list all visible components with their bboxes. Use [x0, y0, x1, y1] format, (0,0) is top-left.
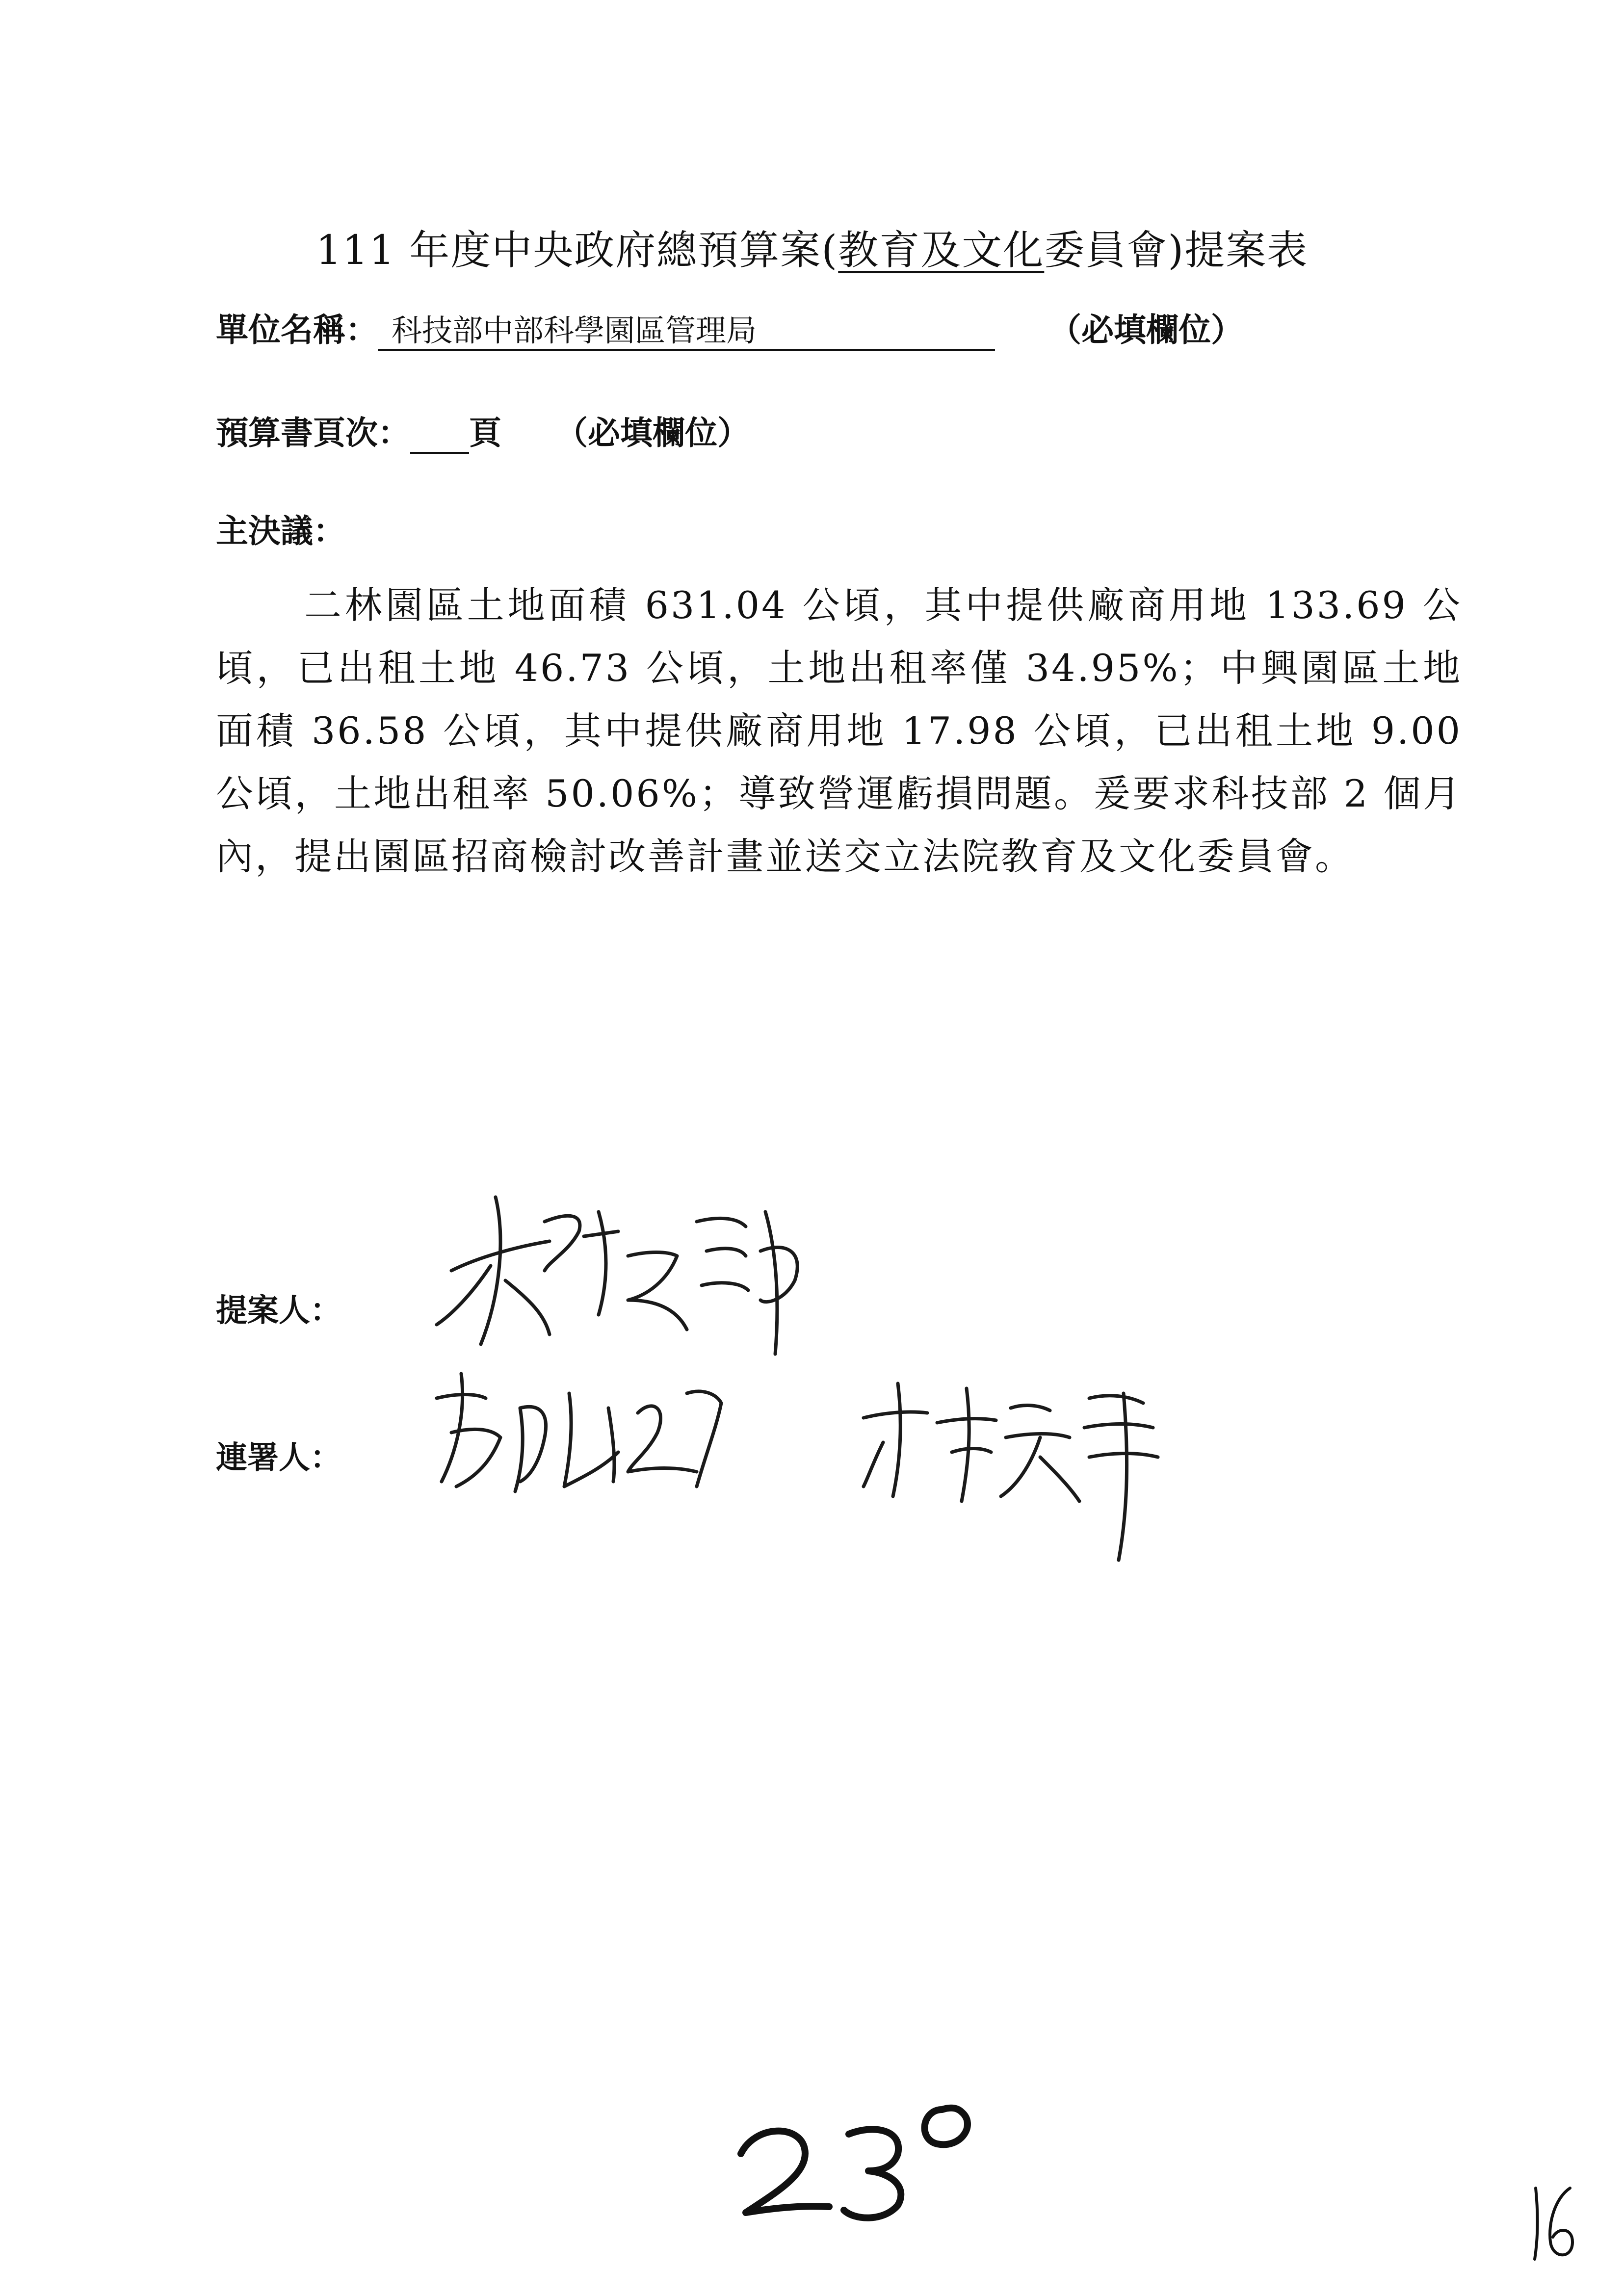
unit-name-value: 科技部中部科學園區管理局 [378, 315, 995, 351]
unit-name-label: 單位名稱： [216, 311, 378, 349]
proposer-signature [422, 1168, 814, 1374]
budget-page-required-note: （必填欄位） [555, 414, 750, 452]
handwritten-corner-number [1526, 2178, 1580, 2267]
title-part-2: 委員會)提案表 [1044, 227, 1309, 274]
cosigner-signature-2 [854, 1364, 1197, 1570]
budget-page-label: 預算書頁次： [216, 414, 410, 452]
document-title [0, 227, 1624, 274]
unit-required-note: （必填欄位） [1049, 311, 1243, 349]
proposer-label: 提案人： [216, 1293, 341, 1329]
budget-page-suffix: 頁 [469, 414, 501, 452]
title-committee: 教育及文化 [838, 227, 1045, 274]
cosigner-signature-1 [422, 1354, 814, 1516]
main-resolution-label: 主決議： [216, 512, 345, 550]
budget-page-row [216, 414, 750, 454]
cosigner-label: 連署人： [216, 1440, 341, 1476]
main-resolution-body: 二林園區土地面積 631.04 公頃，其中提供廠商用地 133.69 公頃，已出租土地 46.73 公頃，土地出租率僅 34.95%；中興園區土地面積 36.58 公頃，其中提供廠商用地 17.98 公頃，已出租土地 9.00 公頃，土地出租率 50.06%；導致營運虧損問題。爰要求科技部 2 個月內，提出園區招商檢討改善計畫並送交立法院教育及文化委員會。 [216, 583, 1462, 878]
unit-name-row [216, 311, 1243, 351]
budget-page-blank [410, 418, 469, 454]
title-part-1: 111 年度中央政府總預算案( [315, 227, 838, 274]
handwritten-page-number [726, 2080, 991, 2227]
